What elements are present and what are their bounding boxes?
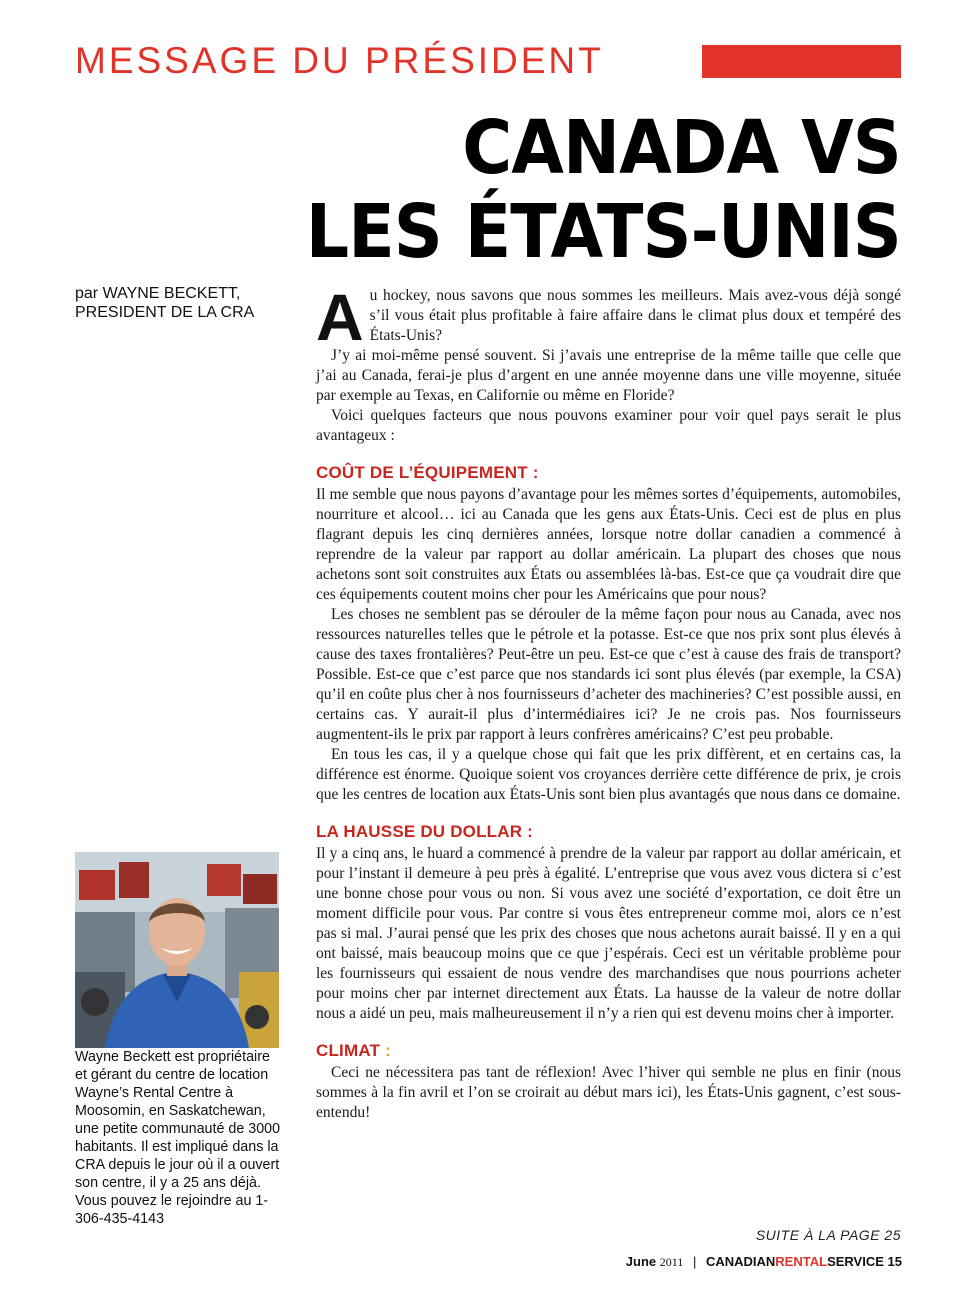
red-accent-bar bbox=[702, 45, 901, 78]
footer-month: June bbox=[625, 1254, 657, 1269]
byline-line-1: par WAYNE BECKETT, bbox=[75, 285, 241, 302]
equipment-paragraph-2: Les choses ne semblent pas se dérouler de la même façon pour nous au Canada, avec nos ressources naturelles telles que le pétrole et la potasse. Est-ce que nos prix sont plus élevés à cause des taxes frontalières? Peut-être un peu. Est-ce que c’est à cause des frais de transport? Possible. Est-ce que c’est parce que nos standards ici sont plus élevés (par exemple, la CSA) qu’il en coûte plus cher à nos fournisseurs d’acheter des machineries? C’est possible aussi, en certains cas. Y aurait-il plus d’intermédiaires ici? Je ne crois pas. Nos fournisseurs augmentent-ils le prix par rapport à leurs confrères américains? C’est peu probable. bbox=[316, 606, 901, 743]
byline-line-2: PRESIDENT DE LA CRA bbox=[75, 304, 255, 321]
author-portrait-image bbox=[75, 852, 279, 1048]
section-heading-climate: CLIMAT : bbox=[316, 1041, 391, 1060]
headline bbox=[306, 106, 901, 274]
intro-paragraph-2: J’y ai moi-même pensé souvent. Si j’avais une entreprise de la même taille que celle que j’ai au Canada, ferai-je plus d’argent en une année moyenne dans une ville moyenne, située par exemple au Texas, en Californie ou même en Floride? bbox=[316, 347, 901, 404]
byline bbox=[75, 284, 254, 322]
article-body bbox=[316, 280, 901, 1123]
section-label: MESSAGE DU PRÉSIDENT bbox=[75, 40, 604, 81]
headline-line-2: LES ÉTATS-UNIS bbox=[305, 189, 901, 275]
intro-paragraph-3: Voici quelques facteurs que nous pouvons examiner pour voir quel pays serait le plus avantageux : bbox=[316, 407, 901, 444]
intro-paragraph-1: Au hockey, nous savons que nous sommes les meilleurs. Mais avez-vous déjà songé s’il vous était plus profitable à faire affaire dans le climat plus doux et tempéré des États-Unis? bbox=[316, 280, 901, 354]
headline-line-1: CANADA VS bbox=[462, 105, 901, 191]
page-footer bbox=[626, 1254, 902, 1270]
footer-brand: CANADIANRENTALSERVICE bbox=[705, 1254, 884, 1269]
footer-page-number: 15 bbox=[887, 1254, 902, 1269]
dollar-paragraph-1: Il y a cinq ans, le huard a commencé à prendre de la valeur par rapport au dollar américain, et pour l’instant il demeure à peu près à égalité. L’entreprise que vous avez vous dictera si c’est une bonne chose pour vous ou non. Si vous avez une société d’exportation, ce doit être un moment difficile pour vous. Par contre si vous êtes entrepreneur comme moi, alors ce n’est pas si mal. J’aurai pensé que les prix des choses que nous achetons aurait baissé. Il y en a qui ont baissé, mais beaucoup moins que ce que j’espérais. Ceci est un véritable problème pour les fournisseurs qui essaient de nous vendre des marchandises que nous pourrions acheter pour moins cher par internet directement aux États. La hausse de la valeur de notre dollar nous a aidé un peu, mais malheureusement il n’y a rien qui est devenu moins cher à importer. bbox=[316, 845, 901, 1022]
section-heading-equipment: COÛT DE L’ÉQUIPEMENT : bbox=[316, 463, 539, 482]
climate-paragraph-1: Ceci ne nécessitera pas tant de réflexion! Avec l’hiver qui semble ne plus en finir (nous sommes à la fin avril et l’on se croirait au début mars ici), les États-Unis gagnent, c’est sous-entendu! bbox=[316, 1064, 901, 1121]
photo-caption: Wayne Beckett est propriétaire et gérant du centre de location Wayne’s Rental Centre à Moosomin, en Saskatchewan, une petite communauté de 3000 habitants. Il est impliqué dans la CRA depuis le jour où il a ouvert son centre, il y a 25 ans déjà. Vous pouvez le rejoindre au 1-306-435-4143 bbox=[75, 1049, 281, 1227]
section-heading-dollar: LA HAUSSE DU DOLLAR : bbox=[316, 822, 534, 841]
equipment-paragraph-3: En tous les cas, il y a quelque chose qui fait que les prix diffèrent, et en certains cas, la différence est énorme. Quoique soient vos croyances derrière cette différence de prix, je crois que les centres de location aux États-Unis sont bien plus avantagés que nous dans ce domaine. bbox=[316, 746, 901, 803]
author-photo bbox=[75, 852, 279, 1048]
drop-cap: A bbox=[316, 280, 364, 354]
equipment-paragraph-1: Il me semble que nous payons d’avantage pour les mêmes sortes d’équipements, automobiles, nourriture et alcool… ici au Canada que les gens aux États-Unis. Ceci est de plus en plus flagrant depuis les cinq dernières années, lorsque notre dollar canadien a commencé à reprendre de la valeur par rapport au dollar américain. La plupart des choses que nous achetons sont soit construites aux États ou assemblées là-bas. Est-ce que ça voudrait dire que ces équipements coutent moins cher pour les Américains que pour nous? bbox=[316, 486, 901, 603]
footer-year: 2011 bbox=[659, 1255, 684, 1269]
footer-separator: | bbox=[692, 1254, 697, 1269]
continuation-note[interactable]: SUITE À LA PAGE 25 bbox=[755, 1227, 901, 1243]
